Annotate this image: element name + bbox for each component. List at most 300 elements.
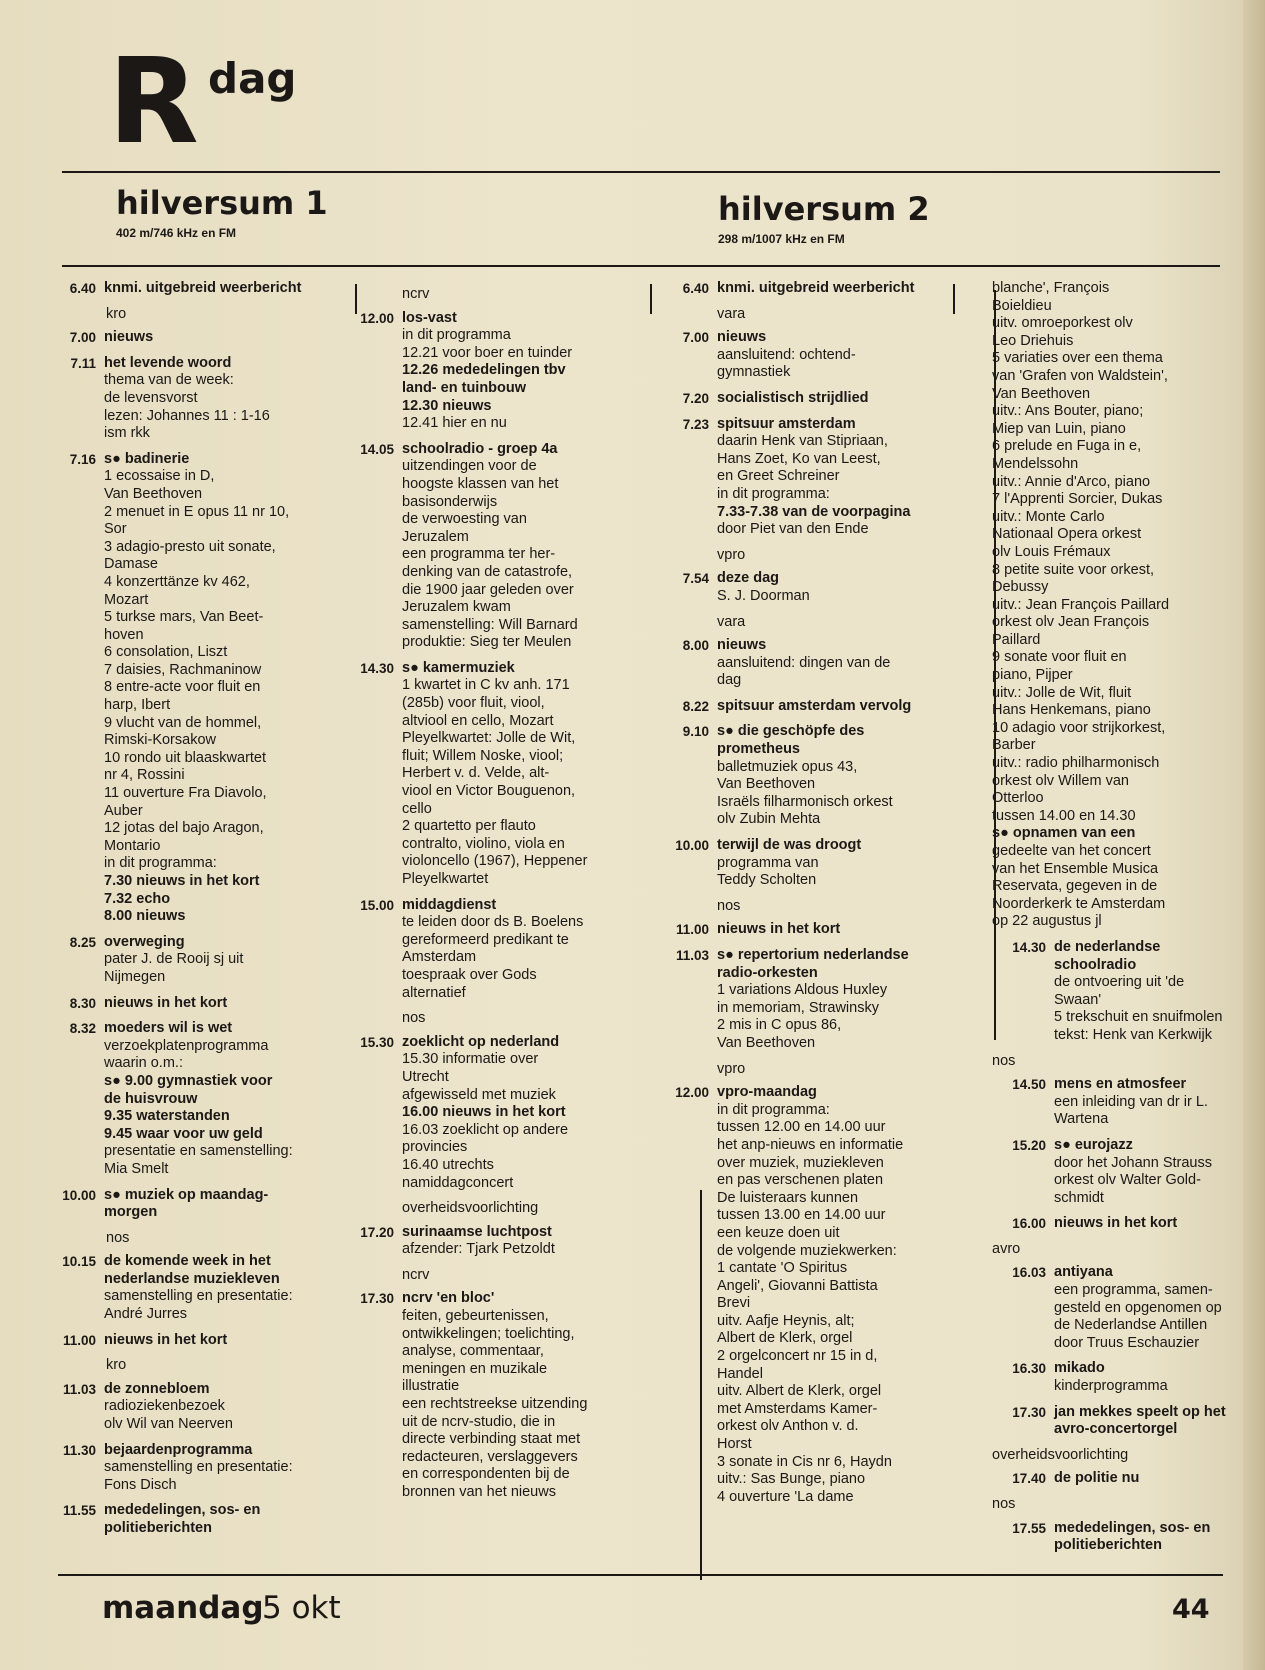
program-entry	[663, 698, 955, 716]
entry-line: Montario	[104, 837, 161, 854]
program-entry	[663, 1084, 955, 1506]
entry-line: samenstelling en presentatie:	[104, 1288, 293, 1305]
program-entry	[992, 939, 1237, 1045]
entry-sub: 9.35 waterstanden	[104, 1108, 230, 1125]
entry-line: gedeelte van het concert	[992, 843, 1151, 859]
program-time: 10.00	[675, 838, 709, 854]
entry-line: door het Johann Strauss	[1054, 1154, 1212, 1171]
entry-line: een programma, samen-	[1054, 1282, 1213, 1299]
entry-line: produktie: Sieg ter Meulen	[402, 634, 572, 651]
entry-line: van 'Grafen von Waldstein',	[992, 367, 1168, 384]
program-title: s● die geschöpfe des	[717, 723, 865, 740]
entry-line: Mendelssohn	[992, 455, 1079, 472]
entry-line: in dit programma:	[104, 855, 217, 872]
entry-line: de levensvorst	[104, 389, 198, 406]
program-entry	[663, 280, 955, 298]
entry-line: radioziekenbezoek	[104, 1398, 225, 1415]
program-body	[1054, 1360, 1237, 1395]
program-entry	[348, 1034, 634, 1192]
entry-line: Nijmegen	[104, 968, 166, 985]
program-title: nieuws in het kort	[717, 921, 841, 938]
program-time: 7.20	[682, 390, 709, 406]
program-body	[402, 441, 634, 652]
entry-line: een inleiding van dr ir L.	[1054, 1093, 1208, 1110]
entry-line: Paillard	[992, 631, 1041, 648]
program-body	[717, 921, 955, 939]
program-title: middagdienst	[402, 896, 497, 913]
entry-line: piano, Pijper	[992, 667, 1073, 684]
program-body	[717, 637, 955, 690]
entry-line: 1 ecossaise in D,	[104, 468, 215, 485]
program-time: 15.20	[1012, 1137, 1046, 1153]
station-title-h2: hilversum 2	[718, 190, 930, 228]
program-title: nederlandse muziekleven	[104, 1270, 280, 1287]
entry-line: Hans Zoet, Ko van Leest,	[717, 450, 881, 467]
program-body	[717, 329, 955, 382]
program-body	[1054, 1520, 1237, 1555]
program-title: vpro-maandag	[717, 1084, 817, 1101]
entry-sub: 16.00 nieuws in het kort	[402, 1104, 566, 1121]
entry-line: Rimski-Korsakow	[104, 732, 216, 749]
program-time: 15.30	[360, 1034, 394, 1050]
program-body	[104, 1381, 344, 1434]
entry-line: 8 entre-acte voor fluit en	[104, 679, 261, 696]
program-time: 7.54	[682, 571, 709, 587]
entry-line: ontwikkelingen; toelichting,	[402, 1325, 575, 1342]
program-entry	[52, 451, 344, 926]
program-entry	[52, 329, 344, 347]
entry-line: 4 konzerttänze kv 462,	[104, 573, 250, 590]
program-time: 15.00	[360, 897, 394, 913]
entry-sub: 7.33-7.38 van de voorpagina	[717, 503, 911, 520]
entry-line: 1 variations Aldous Huxley	[717, 982, 888, 999]
entry-line: door Piet van den Ende	[717, 521, 869, 538]
program-time: 8.00	[682, 638, 709, 654]
entry-line: aansluitend: dingen van de	[717, 654, 891, 671]
program-time: 11.00	[62, 1332, 96, 1348]
entry-line: olv Wil van Neerven	[104, 1416, 233, 1433]
program-time: 7.00	[682, 330, 709, 346]
entry-line: olv Louis Frémaux	[992, 543, 1111, 560]
program-entry	[992, 1076, 1237, 1129]
entry-line: Utrecht	[402, 1068, 449, 1085]
entry-line: daarin Henk van Stipriaan,	[717, 433, 888, 450]
entry-line: ism rkk	[104, 425, 150, 442]
program-title: mens en atmosfeer	[1054, 1076, 1187, 1093]
entry-line: Israëls filharmonisch orkest	[717, 793, 893, 810]
program-body	[104, 1253, 344, 1323]
entry-line: in dit programma:	[717, 1101, 830, 1118]
entry-line: tussen 14.00 en 14.30	[992, 807, 1136, 824]
entry-line: presentatie en samenstelling:	[104, 1143, 293, 1160]
broadcaster-label: nos	[402, 1010, 426, 1027]
entry-line: gymnastiek	[717, 364, 791, 381]
entry-line: cello	[402, 800, 432, 817]
entry-sub: 7.30 nieuws in het kort	[104, 873, 260, 889]
program-entry	[52, 934, 344, 987]
entry-line: 16.40 utrechts	[402, 1156, 494, 1173]
program-body	[104, 1332, 344, 1350]
entry-line: afgewisseld met muziek	[402, 1086, 556, 1103]
program-time: 8.22	[682, 698, 709, 714]
entry-line: op 22 augustus jl	[992, 913, 1102, 930]
entry-line: orkest olv Jean François	[992, 614, 1150, 631]
entry-line: in dit programma:	[717, 485, 830, 502]
entry-line: lezen: Johannes 11 : 1-16	[104, 407, 270, 424]
program-title: surinaamse luchtpost	[402, 1223, 552, 1240]
entry-line: een programma ter her-	[402, 546, 556, 563]
entry-line: 5 trekschuit en snuifmolen	[1054, 1009, 1223, 1026]
program-title: morgen	[104, 1204, 158, 1221]
entry-line: Mia Smelt	[104, 1160, 169, 1177]
entry-line: 3 sonate in Cis nr 6, Haydn	[717, 1453, 892, 1470]
column-divider	[650, 284, 652, 314]
program-time: 11.03	[675, 948, 709, 963]
entry-line: de ontvoering uit 'de	[1054, 974, 1185, 991]
entry-line: samenstelling en presentatie:	[104, 1459, 293, 1476]
entry-line: orkest olv Willem van	[992, 772, 1129, 789]
program-title: nieuws	[717, 637, 767, 654]
entry-line: gereformeerd predikant te	[402, 931, 569, 948]
entry-line: 12.21 voor boer en tuinder	[402, 344, 573, 361]
program-body	[1054, 1404, 1237, 1439]
entry-line: Van Beethoven	[992, 385, 1091, 402]
program-title: bejaardenprogramma	[104, 1441, 253, 1458]
program-title: deze dag	[717, 570, 780, 587]
program-title: politieberichten	[1054, 1537, 1162, 1554]
program-body	[717, 947, 955, 1053]
program-time: 8.25	[69, 934, 96, 950]
program-title: prometheus	[717, 741, 800, 758]
logo-word: dag	[208, 54, 297, 103]
entry-line: Van Beethoven	[717, 1034, 816, 1051]
entry-line: violoncello (1967), Heppener	[402, 853, 588, 870]
entry-line: uitv. Aafje Heynis, alt;	[717, 1312, 855, 1329]
entry-line: Miep van Luin, piano	[992, 420, 1126, 437]
program-title: zoeklicht op nederland	[402, 1033, 560, 1050]
entry-line: toespraak over Gods	[402, 966, 537, 983]
entry-line: met Amsterdams Kamer-	[717, 1400, 878, 1417]
program-body	[104, 355, 344, 443]
entry-line: olv Zubin Mehta	[717, 811, 821, 828]
program-title: s● badinerie	[104, 450, 190, 467]
entry-line: viool en Victor Bouguenon,	[402, 783, 576, 800]
program-time: 7.11	[70, 355, 96, 371]
entry-line: (285b) voor fluit, viool,	[402, 695, 545, 712]
program-body	[717, 1084, 955, 1506]
entry-line: orkest olv Walter Gold-	[1054, 1172, 1201, 1189]
entry-line: uitv.: Ans Bouter, piano;	[992, 403, 1144, 420]
program-title: terwijl de was droogt	[717, 837, 862, 854]
entry-line: 8 petite suite voor orkest,	[992, 561, 1154, 578]
entry-line: Wartena	[1054, 1111, 1109, 1128]
entry-line: blanche', François	[992, 280, 1110, 296]
entry-line: 2 quartetto per flauto	[402, 818, 536, 835]
entry-line: Brevi	[717, 1295, 751, 1312]
entry-line: uitv. Albert de Klerk, orgel	[717, 1383, 882, 1400]
station-freq-h2: 298 m/1007 kHz en FM	[718, 232, 845, 246]
entry-line: Noorderkerk te Amsterdam	[992, 895, 1166, 912]
program-time: 14.30	[360, 660, 394, 676]
entry-line: Handel	[717, 1365, 763, 1382]
entry-line: uit de ncrv-studio, die in	[402, 1413, 556, 1430]
entry-sub: 12.26 mededelingen tbv	[402, 362, 566, 379]
program-body	[104, 329, 344, 347]
program-entry	[992, 1137, 1237, 1207]
program-title: ncrv 'en bloc'	[402, 1290, 495, 1307]
program-body	[717, 723, 955, 829]
program-body	[1054, 1076, 1237, 1129]
program-title: de nederlandse schoolradio	[1054, 938, 1161, 973]
program-body	[104, 451, 344, 926]
program-entry	[52, 1442, 344, 1495]
program-entry	[348, 310, 634, 433]
program-entry	[663, 390, 955, 408]
entry-line: en pas verschenen platen	[717, 1172, 884, 1189]
program-entry	[992, 1520, 1237, 1555]
entry-line: Swaan'	[1054, 991, 1102, 1008]
program-body	[402, 897, 634, 1003]
program-time: 12.00	[360, 310, 394, 326]
program-body	[717, 570, 955, 605]
entry-line: uitv.: Jean François Paillard	[992, 596, 1170, 613]
entry-line: 10 rondo uit blaaskwartet	[104, 749, 267, 766]
continued-entry	[992, 280, 1237, 931]
program-body	[717, 837, 955, 890]
entry-line: Auber	[104, 802, 143, 819]
program-title: nieuws in het kort	[104, 994, 228, 1011]
broadcaster-label: kro	[106, 1357, 127, 1374]
program-time: 11.03	[62, 1381, 96, 1397]
program-title: spitsuur amsterdam	[717, 415, 856, 432]
program-entry	[663, 416, 955, 539]
entry-line: basisonderwijs	[402, 493, 498, 510]
entry-line: Horst	[717, 1436, 752, 1453]
footer-day: maandag	[102, 1590, 264, 1626]
broadcaster-label: overheidsvoorlichting	[402, 1200, 539, 1217]
entry-line: Reservata, gegeven in de	[992, 878, 1158, 895]
broadcaster-label: nos	[717, 897, 741, 914]
entry-line: in dit programma	[402, 327, 511, 344]
broadcaster-label: nos	[992, 1052, 1016, 1069]
entry-line: uitv.: Annie d'Arco, piano	[992, 473, 1151, 490]
program-title: s● kamermuziek	[402, 659, 515, 676]
entry-line: Jeruzalem kwam	[402, 599, 511, 616]
page-edge	[1243, 0, 1265, 1670]
entry-line: illustratie	[402, 1378, 460, 1395]
program-time: 11.55	[62, 1503, 96, 1519]
entry-line: Van Beethoven	[717, 776, 816, 793]
program-time: 10.15	[62, 1254, 96, 1270]
entry-line: 7 daisies, Rachmaninow	[104, 661, 262, 678]
program-entry	[52, 1253, 344, 1323]
entry-line: 5 turkse mars, Van Beet-	[104, 609, 264, 626]
entry-line: verzoekplatenprogramma	[104, 1037, 269, 1054]
program-title: spitsuur amsterdam vervolg	[717, 697, 912, 714]
entry-line: de Nederlandse Antillen	[1054, 1317, 1208, 1334]
entry-line: provincies	[402, 1139, 468, 1156]
program-title: mikado	[1054, 1360, 1105, 1377]
program-body	[1054, 1137, 1237, 1207]
program-time: 7.00	[69, 330, 96, 346]
logo-letter: R	[108, 32, 195, 170]
station-freq-h1: 402 m/746 kHz en FM	[116, 226, 237, 240]
program-entry	[348, 441, 634, 652]
program-entry	[663, 329, 955, 382]
entry-line: 1 kwartet in C kv anh. 171	[402, 677, 570, 694]
entry-line: balletmuziek opus 43,	[717, 758, 858, 775]
program-title: knmi. uitgebreid weerbericht	[717, 280, 915, 296]
program-time: 14.50	[1012, 1077, 1046, 1093]
program-body	[104, 280, 344, 298]
entry-line: directe verbinding staat met	[402, 1431, 581, 1448]
entry-line: uitv.: Jolle de Wit, fluit	[992, 684, 1132, 701]
program-entry	[663, 837, 955, 890]
entry-line: uitv.: radio philharmonisch	[992, 755, 1160, 772]
schedule-column-h2-left	[663, 280, 955, 1514]
footer-rule	[58, 1574, 1223, 1576]
broadcaster-label: vpro	[717, 546, 746, 563]
entry-line: die 1900 jaar geleden over	[402, 581, 574, 598]
entry-line: tussen 13.00 en 14.00 uur	[717, 1207, 886, 1224]
entry-line: André Jurres	[104, 1306, 188, 1323]
entry-line: 2 menuet in E opus 11 nr 10,	[104, 503, 290, 520]
entry-line: en correspondenten bij de	[402, 1466, 570, 1483]
entry-line: fluit; Willem Noske, viool;	[402, 747, 564, 764]
program-time: 6.40	[682, 281, 709, 296]
program-entry	[663, 570, 955, 605]
entry-line: 15.30 informatie over	[402, 1051, 539, 1068]
program-entry	[992, 1404, 1237, 1439]
entry-line: een rechtstreekse uitzending	[402, 1396, 588, 1413]
program-title: mededelingen, sos- en	[104, 1502, 261, 1519]
program-body	[104, 934, 344, 987]
entry-line: 2 mis in C opus 86,	[717, 1017, 842, 1034]
entry-line: S. J. Doorman	[717, 587, 810, 604]
program-title: antiyana	[1054, 1264, 1113, 1281]
program-entry	[992, 1470, 1237, 1488]
program-time: 6.40	[69, 281, 96, 296]
entry-line: 2 orgelconcert nr 15 in d,	[717, 1348, 878, 1365]
program-body	[104, 1187, 344, 1222]
entry-sub: 9.45 waar voor uw geld	[104, 1125, 263, 1142]
entry-line: hoogste klassen van het	[402, 475, 559, 492]
program-time: 17.40	[1012, 1471, 1046, 1487]
broadcaster-label: kro	[106, 305, 127, 322]
program-entry	[348, 897, 634, 1003]
program-time: 7.16	[69, 451, 96, 467]
entry-sub: s● opnamen van een	[992, 825, 1136, 842]
program-body	[1054, 939, 1237, 1045]
entry-line: de volgende muziekwerken:	[717, 1242, 897, 1259]
entry-line: Otterloo	[992, 790, 1044, 807]
program-time: 17.30	[1012, 1404, 1046, 1420]
entry-sub: 8.00 nieuws	[104, 908, 186, 925]
program-body	[717, 416, 955, 539]
entry-line: 12 jotas del bajo Aragon,	[104, 820, 264, 837]
program-title: s● repertorium nederlandse	[717, 947, 909, 963]
program-title: mededelingen, sos- en	[1054, 1519, 1211, 1536]
program-title: de komende week in het	[104, 1253, 271, 1270]
entry-line: denking van de catastrofe,	[402, 563, 573, 580]
broadcaster-label: nos	[992, 1496, 1016, 1512]
entry-line: uitv. omroeporkest olv	[992, 315, 1133, 332]
entry-line: afzender: Tjark Petzoldt	[402, 1241, 555, 1258]
entry-sub: land- en tuinbouw	[402, 379, 527, 396]
program-title: radio-orkesten	[717, 964, 818, 981]
entry-line: Leo Driehuis	[992, 332, 1074, 349]
entry-line: gesteld en opgenomen op	[1054, 1299, 1222, 1316]
entry-line: aansluitend: ochtend-	[717, 346, 856, 363]
entry-line: harp, Ibert	[104, 697, 171, 714]
program-entry	[663, 723, 955, 829]
program-time: 16.30	[1012, 1361, 1046, 1377]
entry-line: samenstelling: Will Barnard	[402, 616, 578, 633]
entry-line: orkest olv Anthon v. d.	[717, 1418, 859, 1435]
program-title: nieuws	[104, 329, 154, 346]
broadcaster-label: ncrv	[402, 286, 430, 302]
entry-line: waarin o.m.:	[104, 1055, 183, 1072]
program-entry	[348, 1224, 634, 1259]
broadcaster-label: ncrv	[402, 1266, 430, 1283]
program-entry	[52, 280, 344, 298]
entry-line: pater J. de Rooij sj uit	[104, 951, 244, 968]
program-entry	[663, 921, 955, 939]
program-title: nieuws	[717, 329, 767, 346]
entry-line: 4 ouverture 'La dame	[717, 1488, 854, 1505]
entry-line: Debussy	[992, 579, 1049, 596]
program-body	[717, 698, 955, 716]
program-body	[717, 280, 955, 298]
program-body	[104, 995, 344, 1013]
program-entry	[52, 1381, 344, 1434]
entry-sub: 7.32 echo	[104, 890, 171, 907]
program-entry	[52, 355, 344, 443]
program-body	[104, 1020, 344, 1178]
entry-line: altviool en cello, Mozart	[402, 712, 554, 729]
program-body	[402, 310, 634, 433]
schedule-column-h2-right	[992, 280, 1237, 1563]
entry-line: tekst: Henk van Kerkwijk	[1054, 1026, 1212, 1043]
program-title: het levende woord	[104, 354, 232, 371]
program-entry	[52, 1187, 344, 1222]
program-title: nieuws in het kort	[1054, 1215, 1178, 1232]
entry-line: een keuze doen uit	[717, 1224, 840, 1241]
broadcaster-label: nos	[106, 1229, 130, 1246]
program-title: nieuws in het kort	[104, 1331, 228, 1348]
entry-sub: de huisvrouw	[104, 1090, 198, 1107]
entry-line: uitzendingen voor de	[402, 458, 537, 475]
program-body	[402, 1034, 634, 1192]
entry-line: uitv.: Monte Carlo	[992, 508, 1105, 525]
program-time: 14.30	[1012, 939, 1046, 955]
program-entry	[52, 1332, 344, 1350]
entry-line: alternatief	[402, 984, 466, 1001]
program-time: 8.30	[69, 995, 96, 1011]
program-body	[1054, 1264, 1237, 1352]
entry-line: Pleyelkwartet: Jolle de Wit,	[402, 730, 576, 747]
entry-line: Amsterdam	[402, 949, 477, 966]
entry-line: 10 adagio voor strijkorkest,	[992, 719, 1166, 736]
program-entry	[52, 995, 344, 1013]
program-time: 14.05	[360, 441, 394, 457]
entry-line: Angeli', Giovanni Battista	[717, 1277, 878, 1294]
program-title: schoolradio - groep 4a	[402, 440, 558, 457]
entry-line: over muziek, muziekleven	[717, 1154, 884, 1171]
entry-line: schmidt	[1054, 1189, 1104, 1206]
program-entry	[52, 1020, 344, 1178]
program-body	[104, 1502, 344, 1537]
